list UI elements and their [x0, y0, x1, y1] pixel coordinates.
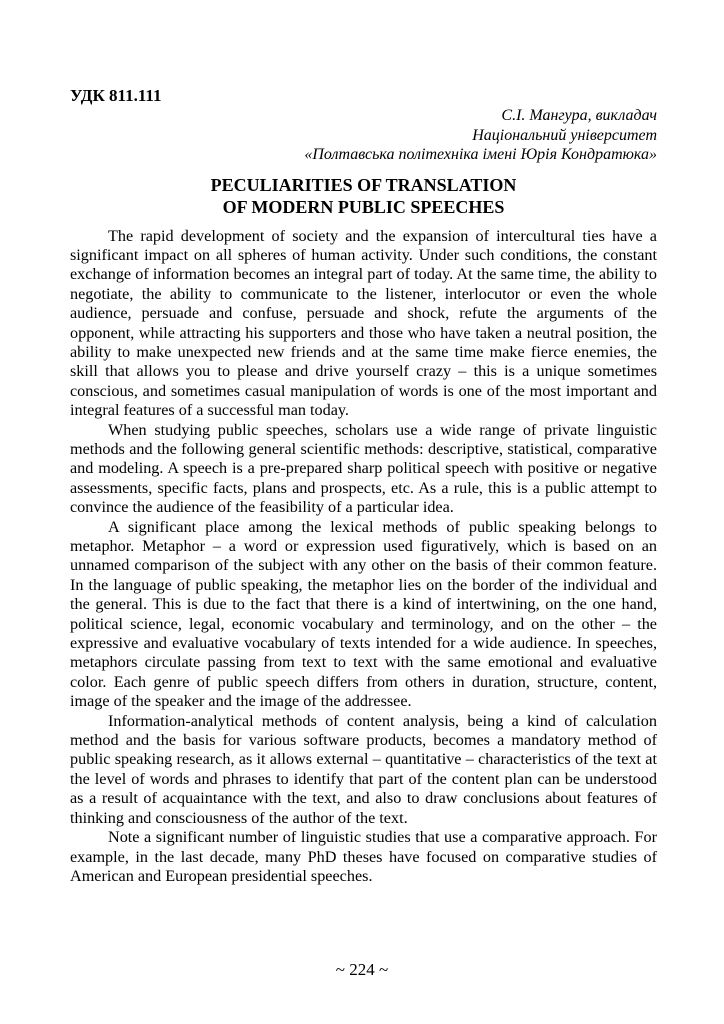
page-footer — [0, 961, 724, 979]
article-title-line-2: OF MODERN PUBLIC SPEECHES — [222, 196, 505, 217]
article-title — [70, 174, 657, 218]
paragraph: Information-analytical methods of content analysis, being a kind of calculation method and the basis for various software products, becomes a mandatory method of public speaking research, as it allows external – quantitative – characteristics of the text at the level of words and phrases to identify that part of the content plan can be understood as a result of acquaintance with the text, and also to draw conclusions about features of thinking and consciousness of the author of the text. — [70, 711, 657, 827]
byline-institution: Національний університет — [472, 126, 657, 144]
article-body — [70, 227, 657, 887]
udc-classifier: УДК 811.111 — [70, 86, 162, 105]
paragraph: When studying public speeches, scholars use a wide range of private linguistic methods and the following general scientific methods: descriptive, statistical, comparative and modeling. A speech is a pre-prepared sharp political speech with positive or negative assessments, specific facts, plans and prospects, etc. As a rule, this is a public attempt to convince the audience of the feasibility of a particular idea. — [70, 420, 657, 517]
paragraph: Note a significant number of linguistic studies that use a comparative approach. For example, in the last decade, many PhD theses have focused on comparative studies of American and European presidential speeches. — [70, 828, 657, 885]
paragraph: The rapid development of society and the expansion of intercultural ties have a significant impact on all spheres of human activity. Under such conditions, the constant exchange of information becomes an integral part of today. At the same time, the ability to negotiate, the ability to communicate to the listener, interlocutor or even the whole audience, persuade and confuse, persuade and shock, refute the arguments of the opponent, while attracting his supporters and those who have taken a neutral position, the ability to make unexpected new friends and at the same time make fierce enemies, the skill that allows you to please and drive yourself crazy – this is a unique sometimes conscious, and sometimes casual manipulation of words is one of the most important and integral features of a successful man today. — [70, 226, 657, 420]
byline-institution-name: «Полтавська політехніка імені Юрія Кондратюка» — [304, 146, 657, 163]
paragraph: A significant place among the lexical methods of public speaking belongs to metaphor. Metaphor – a word or expression used figuratively, which is based on an unnamed comparison of the subject with any other on the basis of their common feature. In the language of public speaking, the metaphor lies on the border of the individual and the general. This is due to the fact that there is a kind of intertwining, on the one hand, political science, legal, economic vocabulary and terminology, and on the other – the expressive and evaluative vocabulary of texts intended for a wide audience. In speeches, metaphors circulate passing from text to text with the same emotional and evaluative color. Each genre of public speech differs from others in duration, structure, content, image of the speaker and the image of the addressee. — [70, 517, 657, 711]
byline-author: С.І. Мангура, викладач — [501, 107, 657, 124]
article-title-line-1: PECULIARITIES OF TRANSLATION — [210, 174, 517, 195]
byline — [70, 106, 657, 165]
page-number: ~ 224 ~ — [335, 960, 389, 979]
